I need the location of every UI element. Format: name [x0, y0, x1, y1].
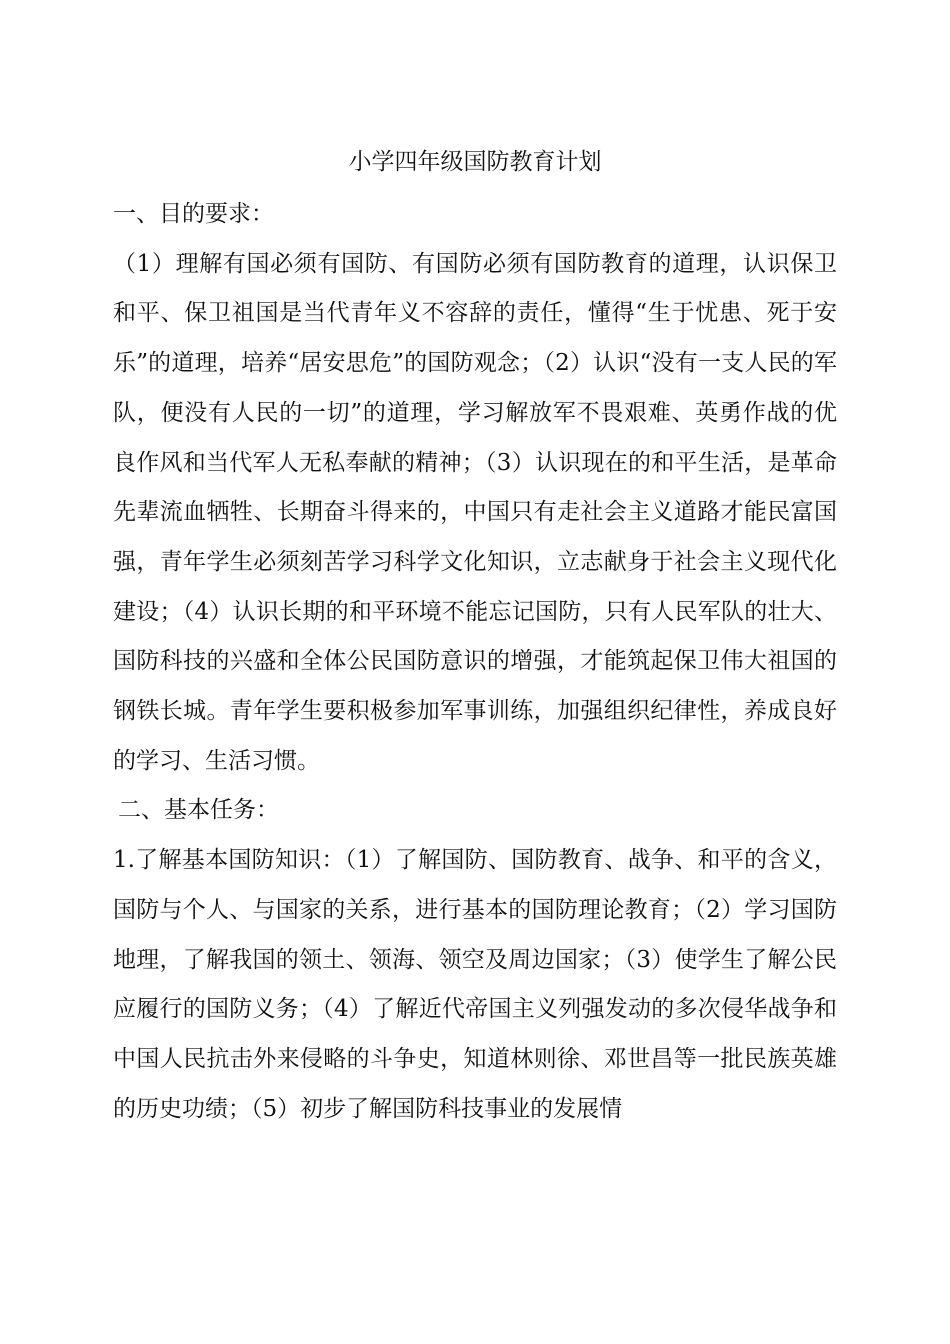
section-paragraph-tasks: 1.了解基本国防知识：（1）了解国防、国防教育、战争、和平的含义，国防与个人、与国家的关系，进行基本的国防理论教育；（2）学习国防地理，了解我国的领土、领海、领空及周边国家；（3）使学生了解公民应履行的国防义务；（4）了解近代帝国主义列强发动的多次侵华战争和中国人民抗击外来侵略的斗争史，知道林则徐、邓世昌等一批民族英雄的历史功绩；（5）初步了解国防科技事业的发展情	[113, 847, 837, 1122]
section-heading-tasks: 二、基本任务：	[118, 797, 279, 824]
document-title: 小学四年级国防教育计划	[348, 149, 602, 175]
section-heading-objectives: 一、目的要求：	[113, 201, 274, 227]
document-body	[113, 190, 837, 1134]
section-paragraph-objectives: （1）理解有国必须有国防、有国防必须有国防教育的道理，认识保卫和平、保卫祖国是当代青年义不容辞的责任，懂得“生于忧患、死于安乐”的道理，培养“居安思危”的国防观念；（2）认识“没有一支人民的军队，便没有人民的一切”的道理，学习解放军不畏艰难、英勇作战的优良作风和当代军人无私奉献的精神；（3）认识现在的和平生活，是革命先辈流血牺牲、长期奋斗得来的，中国只有走社会主义道路才能民富国强，青年学生必须刻苦学习科学文化知识，立志献身于社会主义现代化建设；（4）认识长期的和平环境不能忘记国防，只有人民军队的壮大、国防科技的兴盛和全体公民国防意识的增强，才能筑起保卫伟大祖国的钢铁长城。青年学生要积极参加军事训练，加强组织纪律性，养成良好的学习、生活习惯。	[113, 250, 837, 774]
